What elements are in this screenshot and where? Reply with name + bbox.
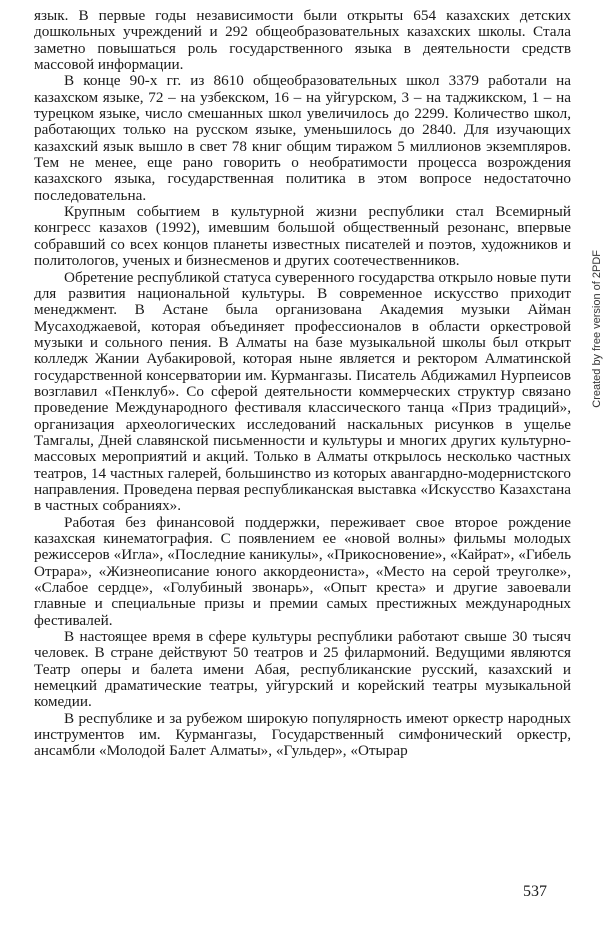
watermark: Created by free version of 2PDF bbox=[591, 250, 603, 408]
paragraph-3: Крупным событием в культурной жизни республики стал Всемирный конгресс казахов (1992), имевшим большой общественный резонанс, впервые собравший со всех концов планеты известных писателей и поэтов, художников и политологов, ученых и бизнесменов и других соотечественников. bbox=[34, 203, 571, 270]
paragraph-2: В конце 90-х гг. из 8610 общеобразовательных школ 3379 работали на казахском языке, 72 – на узбекском, 16 – на уйгурском, 3 – на таджикском, 1 – на турецком языке, число смешанных школ увеличилось до 2299. Количество школ, работающих только на русском языке, уменьшилось до 2840. Для изучающих казахский язык вышло в свет 78 книг общим тиражом 5 миллионов экземпляров. Тем не менее, еще рано говорить о необратимости процесса возрождения казахского языка, государственная политика в этом вопросе недостаточно последовательна. bbox=[34, 72, 571, 204]
page-number: 537 bbox=[523, 883, 547, 900]
paragraph-6: В настоящее время в сфере культуры республики работают свыше 30 тысяч человек. В стране действуют 50 театров и 25 филармоний. Ведущими являются Театр оперы и балета имени Абая, республиканские русский, казахский и немецкий драматические театры, уйгурский и корейский театры музыкальной комедии. bbox=[34, 628, 571, 711]
page-text bbox=[34, 8, 571, 760]
paragraph-1: язык. В первые годы независимости были открыты 654 казахских детских дошкольных учреждений и 292 общеобразовательных казахских школы. Стала заметно повышаться роль государственного языка в деятельности средств массовой информации. bbox=[34, 7, 571, 74]
paragraph-7: В республике и за рубежом широкую популярность имеют оркестр народных инструментов им. Курмангазы, Государственный симфонический оркестр, ансамбли «Молодой Балет Алматы», «Гульдер», «Отырар bbox=[34, 709, 571, 760]
paragraph-5: Работая без финансовой поддержки, переживает свое второе рождение казахская кинематография. С появлением ее «новой волны» фильмы молодых режиссеров «Игла», «Последние каникулы», «Прикосновение», «Кайрат», «Гибель Отрара», «Жизнеописание юного аккордеониста», «Место на серой треуголке», «Слабое сердце», «Голубиный звонарь», «Опыт креста» и другие завоевали главные и специальные призы и премии самых престижных международных фестивалей. bbox=[34, 513, 571, 629]
paragraph-4: Обретение республикой статуса суверенного государства открыло новые пути для развития национальной культуры. В современное искусство приходит менеджмент. В Астане была организована Академия музыки Айман Мусаходжаевой, которая объединяет профессионалов в области оркестровой музыки и сольного пения. В Алматы на базе музыкальной школы был открыт колледж Жании Аубакировой, которая ныне является и ректором Алматинской государственной консерватории им. Курмангазы. Писатель Абдижамил Нурпеисов возглавил «Пенклуб». Со сферой деятельности коммерческих структур связано проведение Международного фестиваля классического танца «Приз традиций», организация археологических исследований наскальных рисунков в ущелье Тамгалы, Дней славянской письменности и культуры и многих других культурно-массовых мероприятий и акций. Только в Алматы открылось несколько частных театров, 14 частных галерей, большинство из которых авангардно-модернистского направления. Проведена первая республиканская выставка «Искусство Казахстана в частных собраниях». bbox=[34, 268, 571, 515]
